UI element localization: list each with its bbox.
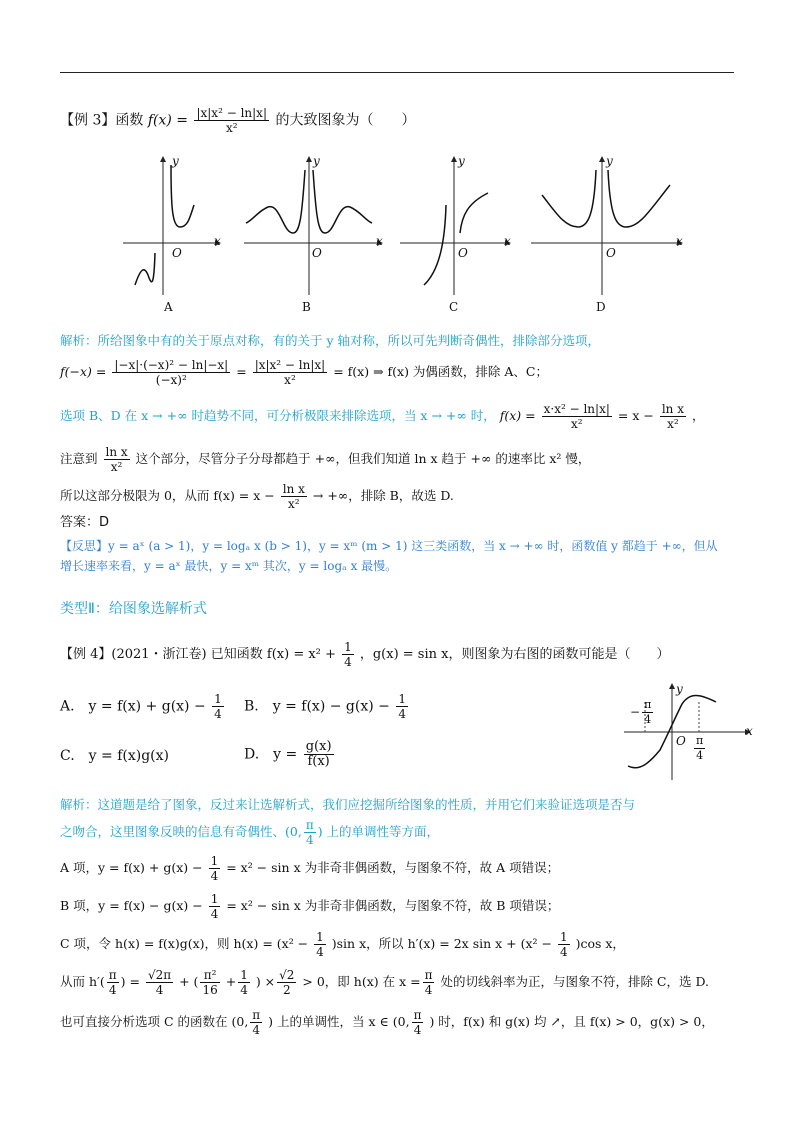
graph-a-label: A <box>164 300 173 314</box>
ex4-axis-y: y <box>676 682 683 696</box>
solution-4-line-d: 从而 h′( $\frac{\pi}{4}$ ) = $\frac{√2\pi}{4}$ + ( $\frac{\text{π²}}{16}$ + $\frac{1}{4}$ ) × $\frac{√2}{2}$ > 0，即 h(x) 在 x = $\frac{\pi}{4}$ 处的切线斜率为正，与图象不符，排除 C，选 D. <box>60 968 710 997</box>
question-suffix: 的大致图象为（ ） <box>275 112 416 129</box>
graph-b-axis-x: x <box>376 234 383 248</box>
solution-4-line-e: 也可直接分析选项 C 的函数在 (0, $\frac{\pi}{4}$ ) 上的单调性，当 x ∈ (0, $\frac{\pi}{4}$ ) 时，f(x) 和 g(x) 均 ↗，且 f(x) > 0，g(x) > 0， <box>60 1008 714 1037</box>
ex4-axis-x: x <box>746 724 753 738</box>
example-4-graph <box>620 680 760 790</box>
graph-d-origin: O <box>606 246 616 260</box>
reflection-line-2: 增长速率来看，y = aˣ 最快，y = xᵐ 其次，y = logₐ x 最慢。 <box>60 559 398 573</box>
function-lhs: f(x) = <box>147 112 188 129</box>
graph-b-curve-left <box>246 170 305 233</box>
graph-options <box>0 145 794 320</box>
ex4-origin: O <box>676 734 686 748</box>
example-4-question: 【例 4】(2021・浙江卷) 已知函数 f(x) = x² + $\frac{1}{4}$ ，g(x) = sin x，则图象为右图的函数可能是（ ） <box>60 640 670 669</box>
graph-a-curve-left <box>135 253 155 285</box>
option-d[interactable]: D. y = $\frac{g(x)}{f(x)}$ <box>244 739 332 769</box>
graph-a-axis-x: x <box>214 234 221 248</box>
graph-d-axis-y: y <box>606 154 613 168</box>
graph-d-label: D <box>596 300 606 314</box>
solution-3-line-3: 选项 B、D 在 x → +∞ 时趋势不同，可分析极限来排除选项，当 x → +∞ 时， f(x) = $\frac{\text{x·x² − ln|x|}}{\text{x²}}$ = x − $\frac{\text{ln x}}{\text{x²}}$ ， <box>60 402 705 431</box>
graph-d-axis-x: x <box>676 234 683 248</box>
answer-3: 答案：D <box>60 515 110 530</box>
graph-c-curve-left <box>424 205 446 285</box>
graph-b <box>244 157 382 295</box>
graph-b-origin: O <box>312 246 322 260</box>
graph-d-curve-right <box>608 170 670 227</box>
header-rule <box>60 72 734 73</box>
graph-d-curve-left <box>542 170 596 227</box>
solution-4-line-c: C 项，令 h(x) = f(x)g(x)，则 h(x) = (x² − $\frac{1}{4}$ )sin x，所以 h′(x) = 2x sin x + (x² − $\frac{1}{4}$ )cos x， <box>60 930 625 959</box>
graph-b-label: B <box>302 300 311 314</box>
solution-4-line-2: 之吻合，这里图象反映的信息有奇偶性、(0, $\frac{\pi}{4}$ ) 上的单调性等方面， <box>60 818 440 847</box>
graph-b-axis-y: y <box>313 154 320 168</box>
graph-a-axis-y: y <box>172 154 179 168</box>
solution-3-line-2: f(−x) = $\frac{\text{|−x|·(−x)² − ln|−x|}}{\text{(−x)²}}$ = $\frac{\text{|x|x² − ln|x|}}{\text{x²}}$ = f(x) ⇒ f(x) 为偶函数，排除 A、C； <box>60 358 548 387</box>
graph-a <box>123 157 220 295</box>
section-type-2-title: 类型Ⅱ：给图象选解析式 <box>60 601 207 617</box>
ex4-left-tick: − $\frac{\pi}{4}$ <box>630 698 652 726</box>
solution-3-line-5: 所以这部分极限为 0，从而 f(x) = x − $\frac{\text{ln x}}{\text{x²}}$ → +∞，排除 B，故选 D. <box>60 482 454 511</box>
graph-c-axis-x: x <box>504 234 511 248</box>
solution-3-line-4: 注意到 $\frac{\text{ln x}}{\text{x²}}$ 这个部分，尽管分子分母都趋于 +∞，但我们知道 ln x 趋于 +∞ 的速率比 x² 慢， <box>60 445 591 474</box>
example-3-question <box>60 106 415 135</box>
option-a[interactable]: A. y = f(x) + g(x) − $\frac{1}{4}$ <box>60 692 222 721</box>
graph-a-origin: O <box>172 246 182 260</box>
graph-c <box>400 157 510 295</box>
graph-d <box>531 157 682 295</box>
graph-b-curve-right <box>313 170 372 233</box>
option-b[interactable]: B. y = f(x) − g(x) − $\frac{1}{4}$ <box>244 692 406 721</box>
option-c[interactable]: C. y = f(x)g(x) <box>60 748 169 764</box>
function-fraction: $\frac{\text{|x|x² − ln|x|}}{\text{x²}}$ <box>196 106 267 135</box>
solution-4-line-a: A 项，y = f(x) + g(x) − $\frac{1}{4}$ = x² − sin x 为非奇非偶函数，与图象不符，故 A 项错误； <box>60 854 560 883</box>
graph-c-label: C <box>449 300 459 314</box>
solution-3-line-1: 解析：所给图象中有的关于原点对称，有的关于 y 轴对称，所以可先判断奇偶性，排除部分选项， <box>60 333 601 348</box>
graph-a-curve-right <box>171 165 194 227</box>
solution-4-line-b: B 项，y = f(x) − g(x) − $\frac{1}{4}$ = x² − sin x 为非奇非偶函数，与图象不符，故 B 项错误； <box>60 892 560 921</box>
graph-c-curve-right <box>460 193 488 233</box>
ex4-right-tick: $\frac{\pi}{4}$ <box>696 734 704 762</box>
graph-c-axis-y: y <box>458 154 465 168</box>
reflection-line-1: 【反思】y = aˣ (a > 1)，y = logₐ x (b > 1)，y = xᵐ (m > 1) 这三类函数，当 x → +∞ 时，函数值 y 都趋于 +∞，但从 <box>60 539 718 553</box>
graph-c-origin: O <box>458 246 468 260</box>
solution-4-line-1: 解析：这道题是给了图象，反过来让选解析式，我们应挖掘所给图象的性质，并用它们来验证选项是否与 <box>60 797 636 812</box>
example-3-label: 【例 3】函数 <box>60 112 144 129</box>
